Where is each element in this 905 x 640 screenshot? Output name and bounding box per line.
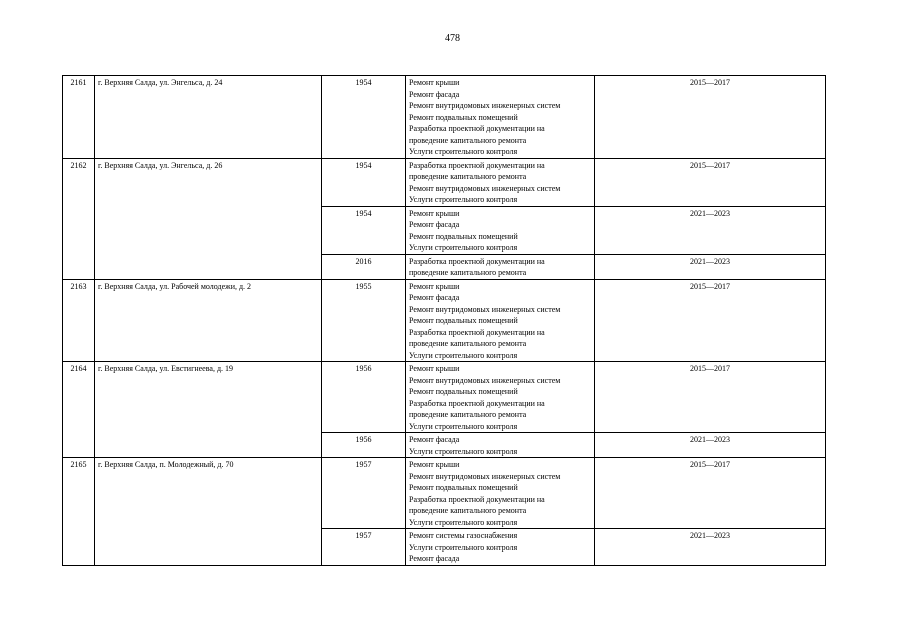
work-item: Ремонт фасада bbox=[409, 293, 460, 302]
table-row bbox=[63, 158, 826, 206]
work-item: проведение капитального ремонта bbox=[409, 339, 527, 348]
works-list bbox=[406, 158, 595, 206]
capital-repair-table bbox=[62, 75, 826, 566]
work-item: Ремонт внутридомовых инженерных систем bbox=[409, 183, 561, 193]
work-item: Ремонт подвальных помещений bbox=[409, 231, 518, 241]
work-item: Ремонт крыши bbox=[409, 364, 460, 373]
works-list bbox=[406, 279, 595, 362]
work-item: проведение капитального ремонта bbox=[409, 410, 527, 419]
table-row bbox=[63, 362, 826, 433]
table-body bbox=[63, 76, 826, 566]
work-item: проведение капитального ремонта bbox=[409, 172, 527, 181]
work-item: Ремонт фасада bbox=[409, 435, 460, 444]
works-list bbox=[406, 529, 595, 566]
work-item: Ремонт внутридомовых инженерных систем bbox=[409, 101, 561, 110]
works-list bbox=[406, 206, 595, 254]
construction-year: 1954 bbox=[322, 206, 406, 254]
table-row bbox=[63, 76, 826, 159]
record-number: 2162 bbox=[63, 158, 95, 279]
work-item: Услуги строительного контроля bbox=[409, 350, 518, 360]
record-number: 2165 bbox=[63, 458, 95, 566]
work-item: проведение капитального ремонта bbox=[409, 135, 527, 145]
work-item: Ремонт внутридомовых инженерных систем bbox=[409, 304, 561, 314]
works-list bbox=[406, 254, 595, 279]
record-number: 2161 bbox=[63, 76, 95, 159]
work-item: Ремонт крыши bbox=[409, 78, 460, 87]
work-item: Услуги строительного контроля bbox=[409, 517, 518, 527]
work-item: Услуги строительного контроля bbox=[409, 421, 518, 431]
work-item: Ремонт внутридомовых инженерных систем bbox=[409, 375, 561, 385]
planned-period: 2015—2017 bbox=[595, 158, 826, 206]
table-row bbox=[63, 458, 826, 529]
record-number: 2164 bbox=[63, 362, 95, 458]
work-item: проведение капитального ремонта bbox=[409, 268, 527, 277]
building-address: г. Верхняя Салда, ул. Энгельса, д. 24 bbox=[95, 76, 322, 159]
work-item: Ремонт подвальных помещений bbox=[409, 316, 518, 325]
work-item: Услуги строительного контроля bbox=[409, 446, 518, 456]
building-address: г. Верхняя Салда, п. Молодежный, д. 70 bbox=[95, 458, 322, 566]
work-item: Ремонт фасада bbox=[409, 554, 460, 563]
planned-period: 2015—2017 bbox=[595, 362, 826, 433]
work-item: Разработка проектной документации на bbox=[409, 124, 545, 133]
page-number: 478 bbox=[445, 33, 460, 44]
construction-year: 1956 bbox=[322, 433, 406, 458]
work-item: Разработка проектной документации на bbox=[409, 494, 545, 504]
table-row bbox=[63, 279, 826, 362]
work-item: Ремонт системы газоснабжения bbox=[409, 531, 518, 540]
work-item: Ремонт крыши bbox=[409, 208, 460, 218]
planned-period: 2021—2023 bbox=[595, 529, 826, 566]
building-address: г. Верхняя Салда, ул. Энгельса, д. 26 bbox=[95, 158, 322, 279]
work-item: Ремонт крыши bbox=[409, 281, 460, 291]
construction-year: 1954 bbox=[322, 76, 406, 159]
construction-year: 2016 bbox=[322, 254, 406, 279]
works-list bbox=[406, 458, 595, 529]
works-list bbox=[406, 433, 595, 458]
works-list bbox=[406, 76, 595, 159]
construction-year: 1956 bbox=[322, 362, 406, 433]
planned-period: 2021—2023 bbox=[595, 206, 826, 254]
works-list bbox=[406, 362, 595, 433]
work-item: Ремонт подвальных помещений bbox=[409, 483, 518, 492]
construction-year: 1957 bbox=[322, 529, 406, 566]
work-item: Разработка проектной документации на bbox=[409, 398, 545, 408]
work-item: Разработка проектной документации на bbox=[409, 327, 545, 337]
planned-period: 2021—2023 bbox=[595, 254, 826, 279]
construction-year: 1954 bbox=[322, 158, 406, 206]
building-address: г. Верхняя Салда, ул. Рабочей молодежи, д. 2 bbox=[95, 279, 322, 362]
record-number: 2163 bbox=[63, 279, 95, 362]
construction-year: 1957 bbox=[322, 458, 406, 529]
work-item: Ремонт внутридомовых инженерных систем bbox=[409, 471, 561, 481]
work-item: Ремонт подвальных помещений bbox=[409, 387, 518, 396]
planned-period: 2021—2023 bbox=[595, 433, 826, 458]
work-item: Ремонт подвальных помещений bbox=[409, 112, 518, 122]
work-item: Услуги строительного контроля bbox=[409, 542, 518, 552]
planned-period: 2015—2017 bbox=[595, 76, 826, 159]
work-item: Ремонт фасада bbox=[409, 89, 460, 99]
work-item: проведение капитального ремонта bbox=[409, 506, 527, 515]
planned-period: 2015—2017 bbox=[595, 458, 826, 529]
building-address: г. Верхняя Салда, ул. Евстигнеева, д. 19 bbox=[95, 362, 322, 458]
work-item: Ремонт крыши bbox=[409, 460, 460, 469]
work-item: Разработка проектной документации на bbox=[409, 256, 545, 266]
work-item: Ремонт фасада bbox=[409, 220, 460, 229]
construction-year: 1955 bbox=[322, 279, 406, 362]
work-item: Услуги строительного контроля bbox=[409, 243, 518, 252]
work-item: Услуги строительного контроля bbox=[409, 147, 518, 156]
work-item: Разработка проектной документации на bbox=[409, 160, 545, 170]
planned-period: 2015—2017 bbox=[595, 279, 826, 362]
work-item: Услуги строительного контроля bbox=[409, 195, 518, 204]
